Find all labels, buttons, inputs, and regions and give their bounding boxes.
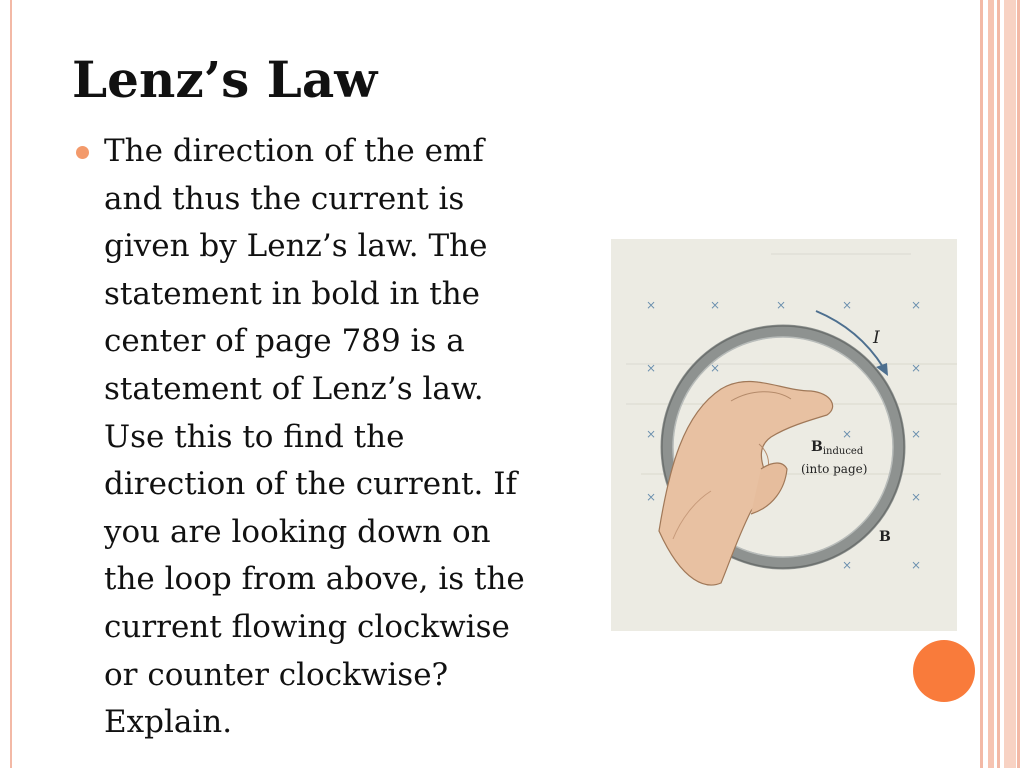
svg-text:×: × bbox=[775, 558, 787, 572]
b-induced-label: $B_{induced}$ bbox=[811, 439, 864, 457]
svg-text:×: × bbox=[841, 558, 853, 572]
svg-text:×: × bbox=[910, 427, 922, 441]
svg-text:×: × bbox=[910, 298, 922, 312]
bullet-text: The direction of the emf and thus the current is given by Lenz’s law. The statement in bold in the center of page 789 is a statement of Lenz’s law. Use this to find the direction of the current. If you are looking down on the loop from above, is the current flowing clockwise or counter clockwise? Explain. bbox=[104, 133, 525, 741]
current-label: I bbox=[873, 328, 880, 348]
lenz-law-hand-diagram bbox=[611, 239, 957, 631]
svg-text:×: × bbox=[841, 298, 853, 312]
svg-text:×: × bbox=[645, 361, 657, 375]
decorative-orange-circle bbox=[913, 640, 975, 702]
left-decorative-stripe bbox=[10, 0, 12, 768]
svg-text:×: × bbox=[645, 490, 657, 504]
bullet-icon bbox=[76, 146, 89, 159]
svg-text:×: × bbox=[775, 298, 787, 312]
into-page-label: (into page) bbox=[801, 462, 868, 476]
b-field-label: B bbox=[879, 529, 891, 545]
svg-text:×: × bbox=[709, 298, 721, 312]
svg-text:×: × bbox=[910, 490, 922, 504]
svg-text:×: × bbox=[709, 361, 721, 375]
svg-text:×: × bbox=[910, 558, 922, 572]
svg-text:×: × bbox=[910, 361, 922, 375]
svg-text:×: × bbox=[841, 427, 853, 441]
slide-title: Lenz’s Law bbox=[72, 50, 378, 109]
svg-text:×: × bbox=[645, 298, 657, 312]
svg-text:×: × bbox=[645, 427, 657, 441]
